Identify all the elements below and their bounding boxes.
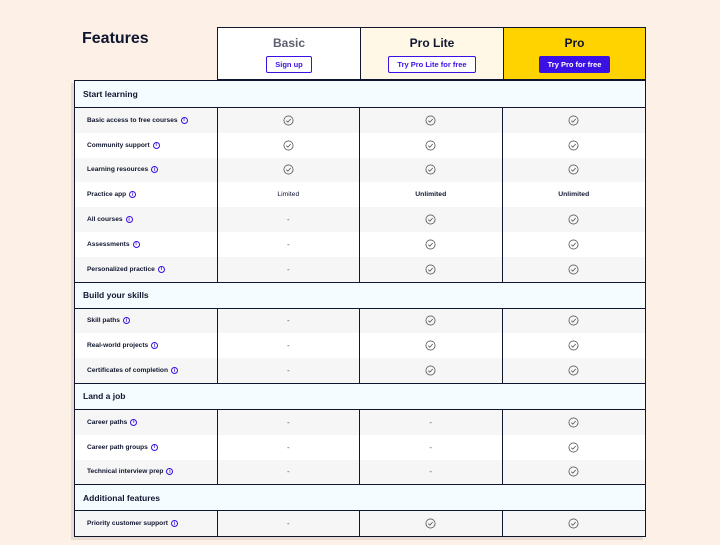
section-header: Build your skills: [75, 282, 645, 309]
feature-label-text: Real-world projects: [87, 342, 149, 350]
feature-cell-check: [360, 511, 502, 536]
sign-up-button[interactable]: Sign up: [266, 56, 312, 73]
plan-basic-name: Basic: [272, 36, 306, 50]
dash-value: -: [286, 417, 290, 427]
check-icon: [283, 164, 294, 175]
check-icon: [425, 239, 436, 250]
feature-cell-dash: [218, 257, 360, 282]
check-icon: [425, 115, 436, 126]
check-icon: [425, 340, 436, 351]
section: [75, 282, 645, 383]
section-header: Land a job: [75, 383, 645, 410]
section-header: Additional features: [75, 484, 645, 511]
info-icon[interactable]: i: [166, 468, 173, 475]
section: [75, 383, 645, 484]
info-icon[interactable]: i: [129, 191, 136, 198]
plan-pro-lite: [360, 27, 503, 80]
check-icon: [568, 164, 579, 175]
feature-cell-text: [503, 182, 645, 207]
feature-cell-check: [503, 133, 645, 158]
check-icon: [283, 115, 294, 126]
table-row: [75, 182, 645, 207]
feature-label: [75, 133, 218, 158]
feature-cell-check: [360, 158, 502, 183]
dash-value: -: [286, 215, 290, 225]
feature-cell-check: [503, 257, 645, 282]
table-row: [75, 108, 645, 133]
plan-basic: [217, 27, 360, 80]
plan-pro-name: Pro: [564, 36, 585, 50]
check-icon: [568, 442, 579, 453]
feature-cell-check: [503, 207, 645, 232]
check-icon: [568, 264, 579, 275]
table-row: [75, 207, 645, 232]
feature-cell-text: [360, 182, 502, 207]
feature-label: [75, 511, 218, 536]
feature-label: [75, 309, 218, 334]
section: [75, 484, 645, 536]
check-icon: [568, 140, 579, 151]
feature-label-text: Assessments: [87, 240, 130, 248]
info-icon[interactable]: i: [151, 166, 158, 173]
try-pro-button[interactable]: Try Pro for free: [539, 56, 611, 73]
feature-cell-check: [503, 158, 645, 183]
feature-cell-dash: [218, 410, 360, 435]
feature-label-text: Learning resources: [87, 166, 149, 174]
feature-label: [75, 207, 218, 232]
feature-label-text: Personalized practice: [87, 265, 155, 273]
dash-value: -: [286, 519, 290, 529]
info-icon[interactable]: i: [151, 444, 158, 451]
feature-label: [75, 358, 218, 383]
section: [75, 81, 645, 282]
feature-label: [75, 108, 218, 133]
feature-value: Unlimited: [415, 191, 447, 199]
feature-label-text: Certificates of completion: [87, 367, 168, 375]
feature-cell-dash: [218, 333, 360, 358]
table-row: [75, 257, 645, 282]
check-icon: [425, 315, 436, 326]
dash-value: -: [286, 467, 290, 477]
dash-value: -: [286, 341, 290, 351]
check-icon: [425, 518, 436, 529]
feature-label-text: Community support: [87, 141, 150, 149]
check-icon: [425, 140, 436, 151]
info-icon[interactable]: i: [151, 342, 158, 349]
feature-cell-check: [503, 435, 645, 460]
feature-cell-dash: [218, 460, 360, 485]
feature-cell-check: [503, 108, 645, 133]
feature-cell-check: [360, 133, 502, 158]
table-row: [75, 232, 645, 257]
feature-label-text: Priority customer support: [87, 520, 168, 528]
feature-cell-dash: [218, 207, 360, 232]
feature-label: [75, 435, 218, 460]
feature-cell-check: [503, 358, 645, 383]
dash-value: -: [429, 417, 433, 427]
feature-value: Unlimited: [558, 191, 590, 199]
table-row: [75, 410, 645, 435]
feature-cell-check: [360, 108, 502, 133]
table-row: [75, 358, 645, 383]
info-icon[interactable]: i: [123, 317, 130, 324]
feature-value: Limited: [277, 191, 300, 199]
feature-cell-dash: [218, 435, 360, 460]
feature-cell-text: [218, 182, 360, 207]
feature-cell-check: [503, 511, 645, 536]
feature-label: [75, 232, 218, 257]
feature-cell-check: [360, 358, 502, 383]
feature-cell-check: [360, 309, 502, 334]
check-icon: [568, 518, 579, 529]
table-row: [75, 158, 645, 183]
feature-label: [75, 257, 218, 282]
table-row: [75, 460, 645, 485]
info-icon[interactable]: i: [130, 419, 137, 426]
check-icon: [425, 365, 436, 376]
feature-label: [75, 182, 218, 207]
dash-value: -: [286, 316, 290, 326]
feature-cell-dash: [218, 309, 360, 334]
feature-cell-check: [360, 207, 502, 232]
info-icon[interactable]: i: [171, 367, 178, 374]
dash-value: -: [429, 442, 433, 452]
info-icon[interactable]: i: [153, 142, 160, 149]
feature-label: [75, 410, 218, 435]
feature-cell-check: [360, 232, 502, 257]
check-icon: [568, 340, 579, 351]
feature-cell-check: [503, 333, 645, 358]
feature-cell-check: [360, 333, 502, 358]
feature-label-text: Skill paths: [87, 317, 120, 325]
feature-cell-check: [503, 232, 645, 257]
features-title: Features: [82, 30, 149, 47]
feature-label: [75, 158, 218, 183]
feature-label: [75, 460, 218, 485]
section-rows: [75, 511, 645, 536]
section-header: Start learning: [75, 81, 645, 108]
feature-cell-dash: [218, 358, 360, 383]
dash-value: -: [286, 442, 290, 452]
check-icon: [568, 115, 579, 126]
section-rows: [75, 410, 645, 484]
check-icon: [425, 264, 436, 275]
feature-cell-check: [360, 257, 502, 282]
feature-cell-check: [503, 309, 645, 334]
feature-cell-check: [218, 108, 360, 133]
plan-pro-lite-name: Pro Lite: [409, 36, 455, 50]
info-icon[interactable]: i: [126, 216, 133, 223]
dash-value: -: [286, 366, 290, 376]
dash-value: -: [286, 239, 290, 249]
info-icon[interactable]: i: [133, 241, 140, 248]
info-icon[interactable]: i: [158, 266, 165, 273]
section-rows: [75, 309, 645, 383]
feature-cell-check: [218, 133, 360, 158]
feature-label-text: Basic access to free courses: [87, 116, 178, 124]
plan-pro: [503, 27, 646, 80]
feature-cell-dash: [360, 410, 502, 435]
check-icon: [283, 140, 294, 151]
section-rows: [75, 108, 645, 282]
feature-cell-check: [218, 158, 360, 183]
check-icon: [568, 315, 579, 326]
feature-cell-check: [503, 460, 645, 485]
dash-value: -: [429, 467, 433, 477]
table-row: [75, 435, 645, 460]
features-table: [74, 80, 646, 537]
feature-cell-dash: [218, 511, 360, 536]
feature-label: [75, 333, 218, 358]
feature-label-text: Practice app: [87, 191, 127, 199]
feature-label-text: Technical interview prep: [87, 468, 164, 476]
feature-label-text: Career path groups: [87, 443, 148, 451]
info-icon[interactable]: i: [181, 117, 188, 124]
plan-header: [217, 27, 646, 80]
table-row: [75, 133, 645, 158]
feature-cell-dash: [360, 435, 502, 460]
try-pro-lite-button[interactable]: Try Pro Lite for free: [388, 56, 475, 73]
check-icon: [425, 164, 436, 175]
check-icon: [568, 239, 579, 250]
feature-cell-check: [503, 410, 645, 435]
feature-cell-dash: [218, 232, 360, 257]
feature-cell-dash: [360, 460, 502, 485]
check-icon: [568, 365, 579, 376]
feature-label-text: All courses: [87, 216, 123, 224]
table-row: [75, 511, 645, 536]
check-icon: [568, 417, 579, 428]
dash-value: -: [286, 264, 290, 274]
table-row: [75, 333, 645, 358]
table-row: [75, 309, 645, 334]
check-icon: [568, 214, 579, 225]
check-icon: [568, 466, 579, 477]
info-icon[interactable]: i: [171, 520, 178, 527]
feature-label-text: Career paths: [87, 418, 128, 426]
check-icon: [425, 214, 436, 225]
